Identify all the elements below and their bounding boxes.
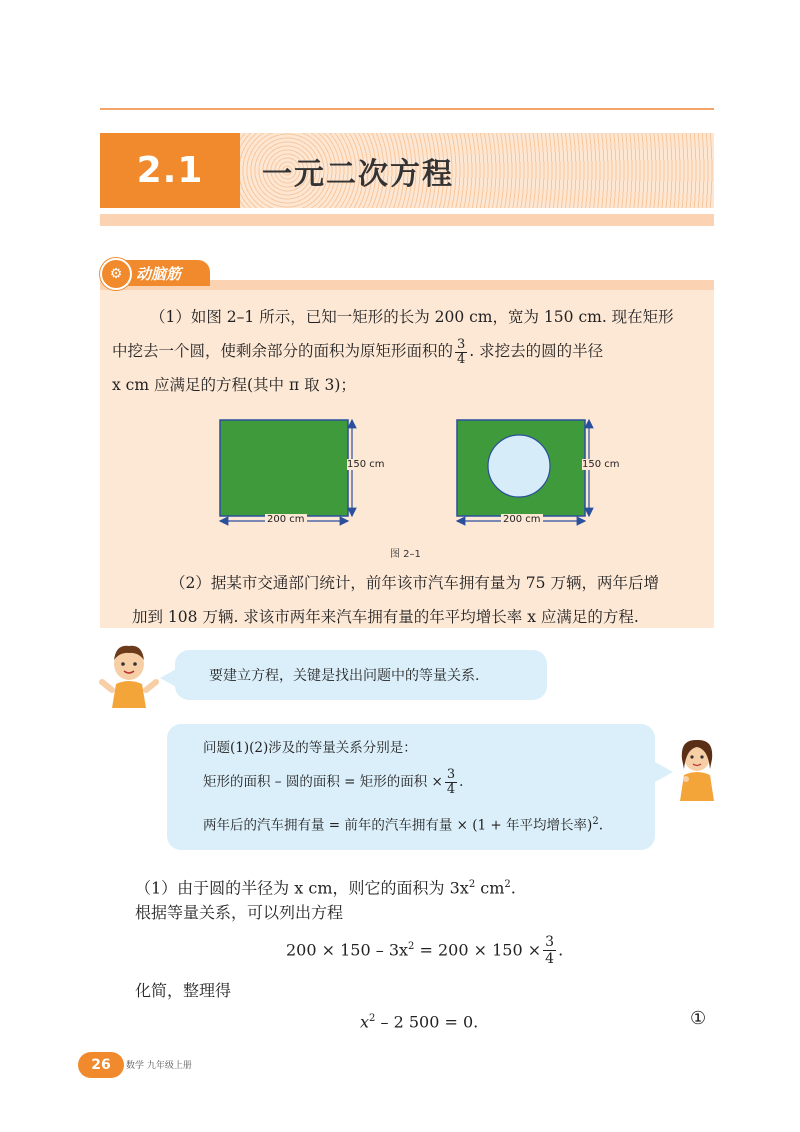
height-label-right: 150 cm bbox=[582, 459, 620, 470]
height-label-left: 150 cm bbox=[347, 459, 385, 470]
question-1 bbox=[112, 300, 710, 402]
fraction bbox=[543, 934, 556, 967]
q1-line2-text: 中挖去一个圆，使剩余部分的面积为原矩形面积的 bbox=[112, 342, 454, 360]
section-title-band bbox=[240, 133, 714, 208]
solution-line1-text: （1）由于圆的半径为 x cm，则它的面积为 3x bbox=[135, 878, 469, 898]
boy-speech-bubble bbox=[175, 650, 547, 700]
exponent: 2 bbox=[369, 1013, 376, 1024]
exponent: 2 bbox=[468, 879, 476, 890]
question-2 bbox=[132, 566, 710, 634]
unit-text: cm bbox=[475, 878, 505, 898]
exponent: 2 bbox=[504, 879, 511, 890]
q1-line1: （1）如图 2–1 所示，已知一矩形的长为 200 cm，宽为 150 cm. 现在矩形 bbox=[150, 308, 674, 326]
page-number: 26 bbox=[78, 1052, 124, 1078]
width-label-left: 200 cm bbox=[267, 514, 305, 525]
girl-line1: 问题(1)(2)涉及的等量关系分别是： bbox=[203, 740, 417, 756]
equation-2-var: x bbox=[360, 1012, 370, 1032]
equation-1-left: 200 × 150 – 3x bbox=[286, 940, 409, 960]
equation-2 bbox=[360, 1004, 478, 1037]
figure-caption: 图 2–1 bbox=[390, 549, 421, 560]
equation-1-right: = 200 × 150 × bbox=[414, 940, 542, 960]
solution-line3: 化简，整理得 bbox=[135, 981, 232, 1000]
removed-circle bbox=[488, 435, 550, 497]
q2-line2: 加到 108 万辆. 求该市两年来汽车拥有量的年平均增长率 x 应满足的方程. bbox=[132, 608, 639, 626]
period: . bbox=[510, 878, 516, 898]
fraction-numerator: 3 bbox=[446, 767, 456, 782]
fraction-numerator: 3 bbox=[545, 934, 555, 951]
fraction bbox=[455, 338, 467, 367]
solution-line2: 根据等量关系，可以列出方程 bbox=[135, 903, 344, 922]
equation-2-rest: – 2 500 = 0. bbox=[375, 1012, 479, 1032]
book-title: 数学 九年级上册 bbox=[126, 1061, 192, 1071]
q1-line2-tail: . 求挖去的圆的半径 bbox=[469, 342, 604, 360]
girl-line3-text: 两年后的汽车拥有量 = 前年的汽车拥有量 × (1 + 年平均增长率) bbox=[203, 817, 593, 834]
girl-line2 bbox=[203, 768, 463, 797]
q1-line2 bbox=[112, 334, 710, 368]
equation-1 bbox=[286, 932, 563, 967]
girl-line2-tail: . bbox=[459, 774, 464, 790]
girl-line2-text: 矩形的面积 – 圆的面积 = 矩形的面积 × bbox=[203, 774, 443, 790]
fraction-numerator: 3 bbox=[457, 336, 466, 352]
fraction bbox=[445, 768, 457, 797]
section-number: 2.1 bbox=[100, 133, 240, 208]
think-tab: 动脑筋 bbox=[118, 260, 210, 286]
section-title: 一元二次方程 bbox=[262, 156, 454, 192]
boy-speech-text: 要建立方程，关键是找出问题中的等量关系. bbox=[209, 668, 480, 684]
fraction-denominator: 4 bbox=[457, 351, 466, 367]
girl-line3 bbox=[203, 808, 603, 840]
top-rule bbox=[100, 108, 714, 110]
q1-line3: x cm 应满足的方程(其中 π 取 3)； bbox=[112, 376, 356, 394]
q2-line1: （2）据某市交通部门统计，前年该市汽车拥有量为 75 万辆，两年后增 bbox=[170, 574, 659, 592]
girl-avatar bbox=[672, 735, 722, 803]
bubble-tail bbox=[655, 762, 673, 782]
fraction-denominator: 4 bbox=[545, 951, 555, 968]
gears-icon: ⚙ bbox=[100, 258, 132, 290]
girl-line3-tail: . bbox=[598, 817, 603, 834]
equation-tag: ① bbox=[690, 1008, 707, 1029]
exponent: 2 bbox=[408, 941, 415, 952]
fraction-denominator: 4 bbox=[446, 782, 456, 797]
exponent: 2 bbox=[592, 816, 599, 827]
boy-avatar bbox=[98, 640, 160, 710]
section-underline bbox=[100, 214, 714, 226]
plain-rectangle bbox=[220, 420, 348, 516]
period: . bbox=[558, 940, 564, 960]
width-label-right: 200 cm bbox=[503, 514, 541, 525]
